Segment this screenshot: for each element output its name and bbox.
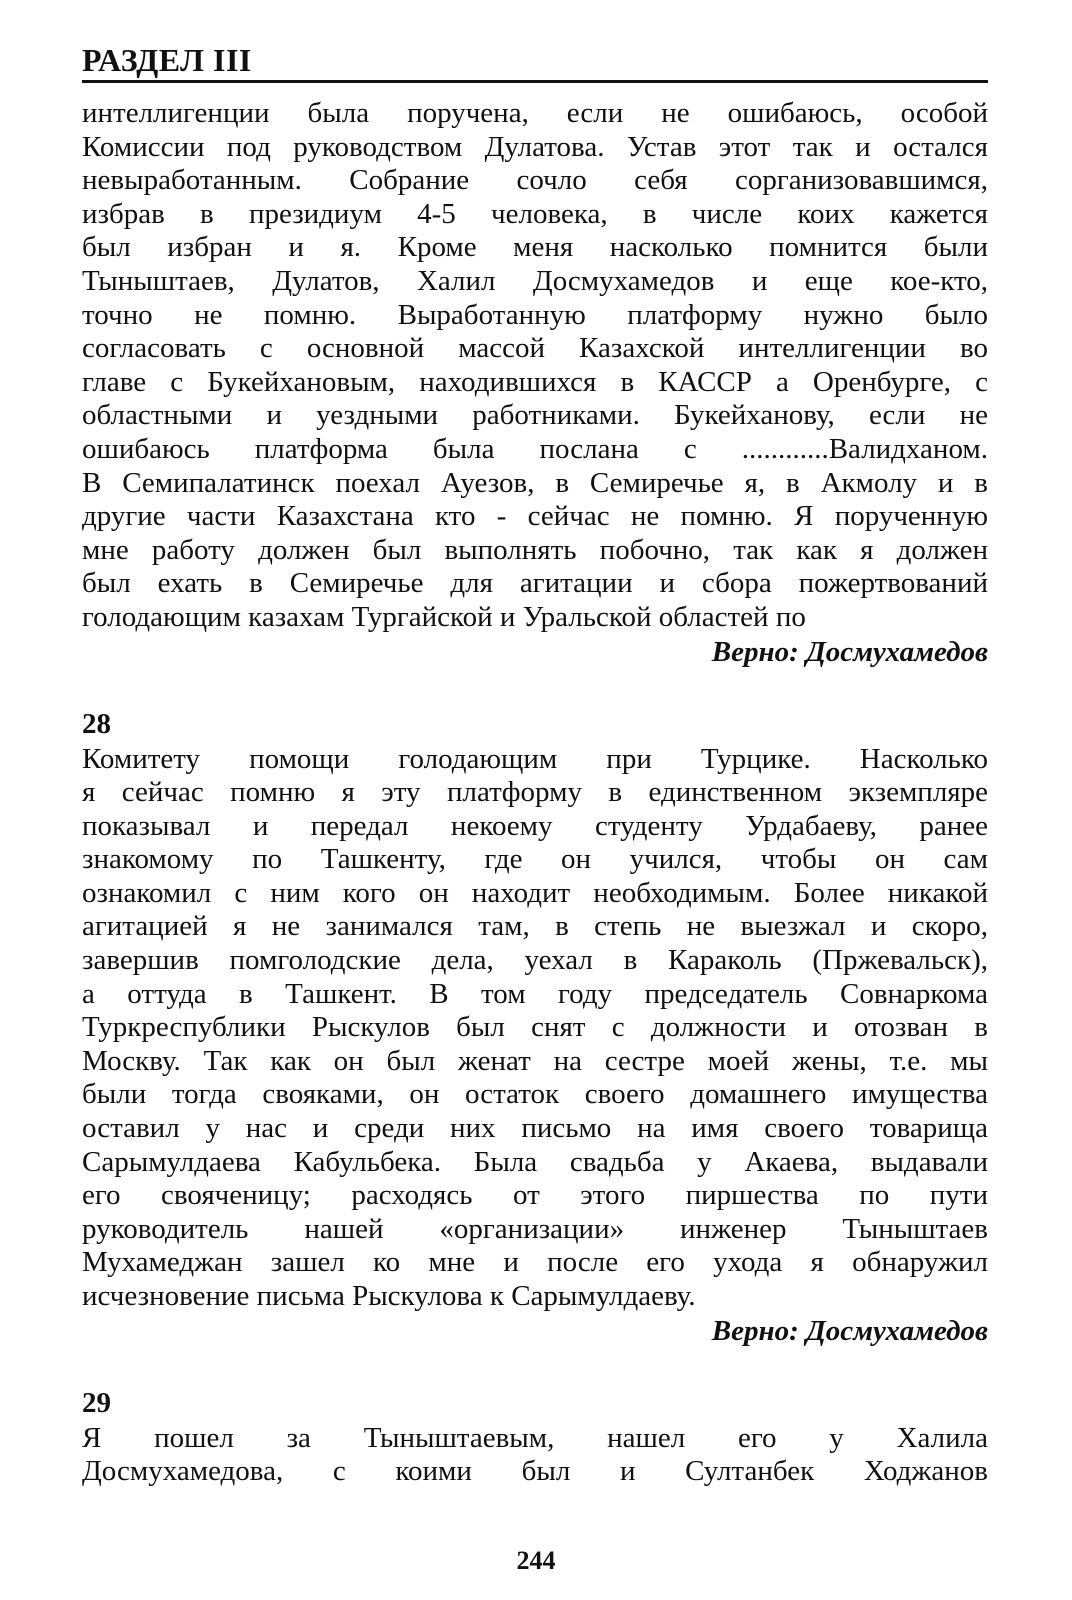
text-line: показывал и передал некоему студенту Урдабаеву, ранее <box>82 809 988 842</box>
text-line: голодающим казахам Тургайской и Уральской областей по <box>82 600 806 633</box>
document-page <box>82 42 988 1489</box>
signature-attestation: Верно: Досмухамедов <box>711 635 988 668</box>
text-line: В Семипалатинск поехал Ауезов, в Семиречье я, в Акмолу и в <box>82 466 988 499</box>
page-number: 244 <box>516 1546 556 1575</box>
text-line: согласовать с основной массой Казахской интеллигенции во <box>82 332 988 365</box>
text-line: Мухамеджан зашел ко мне и после его ухода я обнаружил <box>82 1246 988 1279</box>
text-line: оставил у нас и среди них письмо на имя своего товарища <box>82 1112 988 1145</box>
text-line: Сарымулдаева Кабульбека. Была свадьба у Акаева, выдавали <box>82 1145 988 1178</box>
text-line: я сейчас помню я эту платформу в единственном экземпляре <box>82 776 988 809</box>
text-line: избрав в президиум 4-5 человека, в числе коих кажется <box>82 197 988 230</box>
running-head: РАЗДЕЛ III <box>82 42 988 83</box>
text-line: были тогда свояками, он остаток своего домашнего имущества <box>82 1078 988 1111</box>
signature-attestation: Верно: Досмухамедов <box>711 1314 988 1347</box>
text-line: Тыныштаев, Дулатов, Халил Досмухамедов и еще кое-кто, <box>82 264 988 297</box>
text-line: знакомому по Ташкенту, где он учился, чтобы он сам <box>82 843 988 876</box>
document-number: 29 <box>82 1386 111 1419</box>
document-number: 28 <box>82 707 111 740</box>
text-line: мне работу должен был выполнять побочно, так как я должен <box>82 533 988 566</box>
text-line: его свояченицу; расходясь от этого пиршества по пути <box>82 1179 988 1212</box>
text-line: ошибаюсь платформа была послана с ............Валидханом. <box>82 432 988 465</box>
text-line: точно не помню. Выработанную платформу нужно было <box>82 298 988 331</box>
text-line: Комиссии под руководством Дулатова. Устав этот так и остался <box>82 130 988 163</box>
text-line: исчезновение письма Рыскулова к Сарымулдаеву. <box>82 1280 696 1312</box>
text-line: завершив помголодские дела, уехал в Караколь (Пржевальск), <box>82 944 988 977</box>
text-line: другие части Казахстана кто - сейчас не помню. Я порученную <box>82 500 988 533</box>
text-line: был избран и я. Кроме меня насколько помнится были <box>82 231 988 264</box>
paragraph-29 <box>82 1422 988 1489</box>
text-line: Досмухамедова, с коими был и Султанбек Ходжанов <box>82 1455 988 1488</box>
text-line: был ехать в Семиречье для агитации и сбора пожертвований <box>82 567 988 600</box>
paragraph-28 <box>82 743 988 1314</box>
text-line: ознакомил с ним кого он находит необходимым. Более никакой <box>82 876 988 909</box>
text-line: Туркреспублики Рыскулов был снят с должности и отозван в <box>82 1011 988 1044</box>
text-line: руководитель нашей «организации» инженер Тыныштаев <box>82 1212 988 1245</box>
text-line: невыработанным. Собрание сочло себя сорганизовавшимся, <box>82 164 988 197</box>
text-line: областными и уездными работниками. Букейханову, если не <box>82 399 988 432</box>
text-line: Москву. Так как он был женат на сестре моей жены, т.е. мы <box>82 1044 988 1077</box>
paragraph-continued <box>82 97 988 635</box>
text-line: Комитету помощи голодающим при Турцике. Насколько <box>82 742 988 775</box>
text-line: Я пошел за Тыныштаевым, нашел его у Халила <box>82 1421 988 1454</box>
text-line: агитацией я не занимался там, в степь не выезжал и скоро, <box>82 910 988 943</box>
text-line: главе с Букейхановым, находившихся в КАССР а Оренбурге, с <box>82 365 988 398</box>
text-line: интеллигенции была поручена, если не ошибаюсь, особой <box>82 97 988 129</box>
text-line: а оттуда в Ташкент. В том году председатель Совнаркома <box>82 977 988 1010</box>
